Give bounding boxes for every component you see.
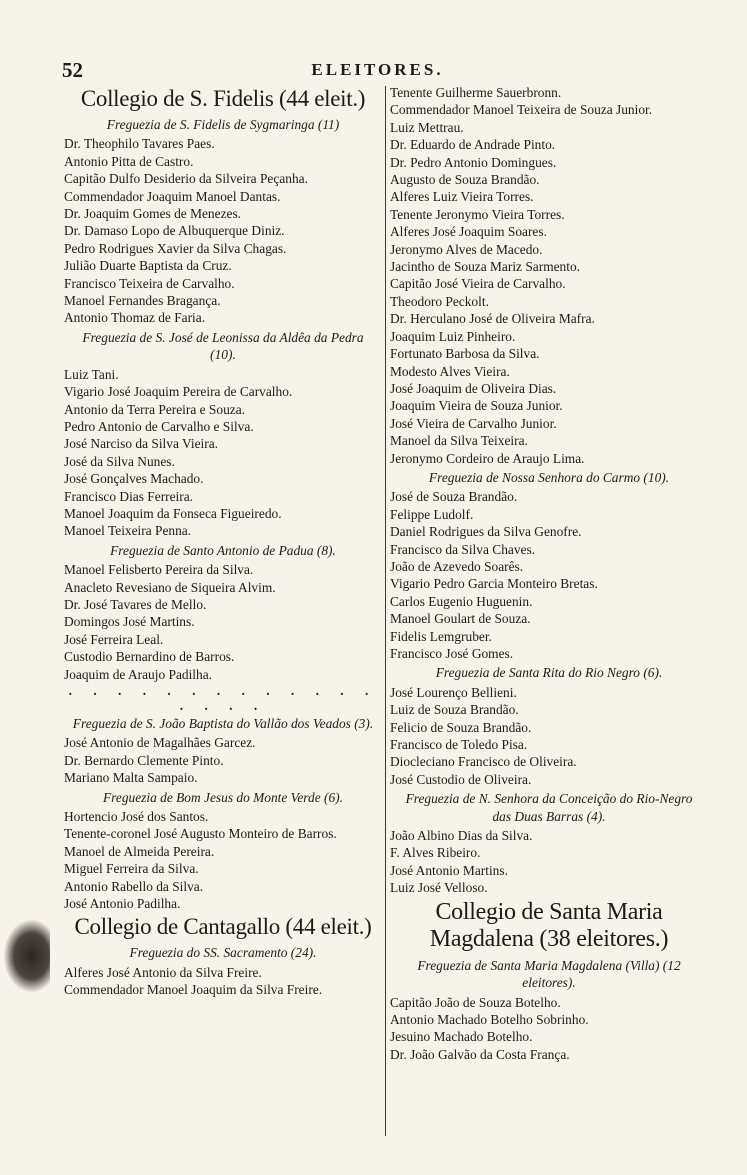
elector-entry: Luiz Tani. [64,366,119,382]
elector-entry: Jesuino Machado Botelho. [390,1029,533,1045]
parish-heading: Freguezia de S. João Baptista do Vallão dos Veados (3). [72,716,374,731]
college-heading: Collegio de Cantagallo (44 eleit.) [74,914,372,940]
elector-entry: José Antonio Martins. [390,862,508,878]
running-title: ELEITORES. [311,60,444,79]
elector-entry: Francisco Teixeira de Carvalho. [64,275,235,291]
elector-entry: Vigario Pedro Garcia Monteiro Bretas. [390,576,598,592]
parish-heading: Freguezia de N. Senhora da Conceição do Rio-Negro das Duas Barras (4). [405,791,693,824]
elector-entry: Dr. Bernardo Clemente Pinto. [64,752,224,768]
elector-entry: F. Alves Ribeiro. [390,845,481,861]
elector-entry: Antonio Machado Botelho Sobrinho. [390,1011,589,1027]
elector-entry: Luiz Mettrau. [390,119,464,135]
elector-entry: Commendador Manoel Joaquim da Silva Freire. [64,982,323,998]
elector-entry: Custodio Bernardino de Barros. [64,649,235,665]
right-column [390,84,708,1063]
elector-entry: José de Souza Brandão. [390,489,518,505]
elector-entry: Vigario José Joaquim Pereira de Carvalho. [64,384,293,400]
college-heading: Collegio de S. Fidelis (44 eleit.) [80,86,366,111]
elector-entry: Capitão João de Souza Botelho. [390,994,561,1010]
elector-entry: Manoel Felisberto Pereira da Silva. [64,562,254,578]
elector-entry: Manoel de Almeida Pereira. [64,843,215,859]
elector-entry: Theodoro Peckolt. [390,293,489,309]
elector-entry: Felippe Ludolf. [390,506,474,522]
elector-entry: João Albino Dias da Silva. [390,828,533,844]
elector-entry: Augusto de Souza Brandão. [390,172,540,188]
elector-entry: Luiz de Souza Brandão. [390,702,519,718]
elector-entry: Tenente-coronel José Augusto Monteiro de Barros. [64,826,337,842]
elector-entry: José Antonio de Magalhães Garcez. [64,735,256,751]
elector-entry: Dr. Herculano José de Oliveira Mafra. [390,311,595,327]
elector-entry: José Narciso da Silva Vieira. [64,436,219,452]
elector-entry: Hortencio José dos Santos. [64,809,209,825]
elector-entry: José Lourenço Bellieni. [390,684,517,700]
elector-entry: Pedro Antonio de Carvalho e Silva. [64,418,254,434]
elector-entry: Miguel Ferreira da Silva. [64,861,199,877]
parish-heading: Freguezia de S. Fidelis de Sygmaringa (11) [106,117,340,132]
elector-entry: Dr. Damaso Lopo de Albuquerque Diniz. [64,223,285,239]
ellipsis-row: . . . . . . . . . . . . . . . . . [68,683,378,713]
elector-entry: Alferes José Antonio da Silva Freire. [64,964,262,980]
elector-entry: Mariano Malta Sampaio. [64,770,198,786]
elector-entry: José da Silva Nunes. [64,453,175,469]
elector-entry: Antonio Rabello da Silva. [64,878,204,894]
elector-entry: Carlos Eugenio Huguenin. [390,593,533,609]
elector-entry: Jacintho de Souza Mariz Sarmento. [390,259,581,275]
parish-heading: Freguezia do SS. Sacramento (24). [129,945,317,961]
elector-entry: Dr. Eduardo de Andrade Pinto. [390,137,556,153]
elector-entry: Jeronymo Alves de Macedo. [390,241,543,257]
elector-entry: Luiz José Velloso. [390,880,488,896]
elector-entry: Manoel Fernandes Bragança. [64,293,221,309]
elector-entry: José Custodio de Oliveira. [390,771,532,787]
elector-entry: Francisco da Silva Chaves. [390,541,536,557]
parish-heading: Freguezia de Santa Maria Magdalena (Villa) (12 eleitores). [417,957,681,991]
elector-entry: Anacleto Revesiano de Siqueira Alvim. [64,579,276,595]
elector-entry: Alferes José Joaquim Soares. [390,224,547,240]
elector-entry: Dr. Joaquim Gomes de Menezes. [64,206,242,222]
elector-entry: Julião Duarte Baptista da Cruz. [64,258,232,274]
elector-entry: Joaquim Luiz Pinheiro. [390,328,516,344]
parish-heading: Freguezia de S. José de Leonissa da Aldêa da Pedra (10). [82,329,364,363]
parish-heading: Freguezia de Santa Rita do Rio Negro (6). [435,665,663,681]
elector-entry: Daniel Rodrigues da Silva Genofre. [390,524,582,540]
elector-entry: Pedro Rodrigues Xavier da Silva Chagas. [64,240,287,256]
elector-entry: Francisco José Gomes. [390,646,514,661]
page-header [62,58,693,80]
parish-heading: Freguezia de Nossa Senhora do Carmo (10). [428,469,670,485]
elector-entry: Capitão José Vieira de Carvalho. [390,276,566,292]
elector-entry: Manoel da Silva Teixeira. [390,433,528,449]
elector-entry: Dr. José Tavares de Mello. [64,596,207,612]
elector-entry: Commendador Joaquim Manoel Dantas. [64,188,281,204]
elector-entry: Antonio Pitta de Castro. [64,153,194,169]
elector-entry: Tenente Jeronymo Vieira Torres. [390,206,565,222]
elector-entry: Jeronymo Cordeiro de Araujo Lima. [390,450,585,466]
elector-entry: Antonio Thomaz de Faria. [64,310,206,326]
elector-entry: José Joaquim de Oliveira Dias. [390,380,557,396]
elector-entry: Capitão Dulfo Desiderio da Silveira Peçanha. [64,171,308,187]
elector-entry: Joaquim Vieira de Souza Junior. [390,398,563,414]
elector-entry: José Ferreira Leal. [64,631,164,647]
elector-entry: Modesto Alves Vieira. [390,363,510,379]
elector-entry: Manoel Joaquim da Fonseca Figueiredo. [64,505,282,521]
elector-entry: Dr. Theophilo Tavares Paes. [64,136,215,152]
page-number: 52 [62,58,83,82]
margin-stain [4,920,50,992]
elector-entry: Felicio de Souza Brandão. [390,719,532,735]
elector-entry: Dr. João Galvão da Costa França. [390,1046,570,1062]
elector-entry: Francisco de Toledo Pisa. [390,737,528,753]
college-heading: Collegio de Santa Maria Magdalena (38 eleitores.) [429,898,669,952]
elector-entry: Francisco Dias Ferreira. [64,488,194,504]
elector-entry: Diocleciano Francisco de Oliveira. [390,754,577,770]
elector-entry: Manoel Teixeira Penna. [64,523,192,539]
elector-entry: Commendador Manoel Teixeira de Souza Junior. [390,102,653,118]
left-column [64,84,382,999]
column-divider [385,86,386,1136]
elector-entry: Domingos José Martins. [64,614,195,630]
elector-entry: Fidelis Lemgruber. [390,628,492,644]
elector-entry: João de Azevedo Soarês. [390,558,524,574]
elector-entry: Joaquim de Araujo Padilha. [64,666,213,682]
parish-heading: Freguezia de Bom Jesus do Monte Verde (6). [103,789,343,805]
elector-entry: Antonio da Terra Pereira e Souza. [64,401,246,417]
elector-entry: José Vieira de Carvalho Junior. [390,415,557,431]
elector-entry: Fortunato Barbosa da Silva. [390,346,540,362]
elector-entry: Tenente Guilherme Sauerbronn. [390,85,562,100]
parish-heading: Freguezia de Santo Antonio de Padua (8). [110,542,336,558]
elector-entry: Manoel Goulart de Souza. [390,611,531,627]
elector-entry: José Antonio Padilha. [64,896,181,912]
elector-entry: Alferes Luiz Vieira Torres. [390,189,534,205]
elector-entry: Dr. Pedro Antonio Domingues. [390,154,557,170]
elector-entry: José Gonçalves Machado. [64,471,204,487]
